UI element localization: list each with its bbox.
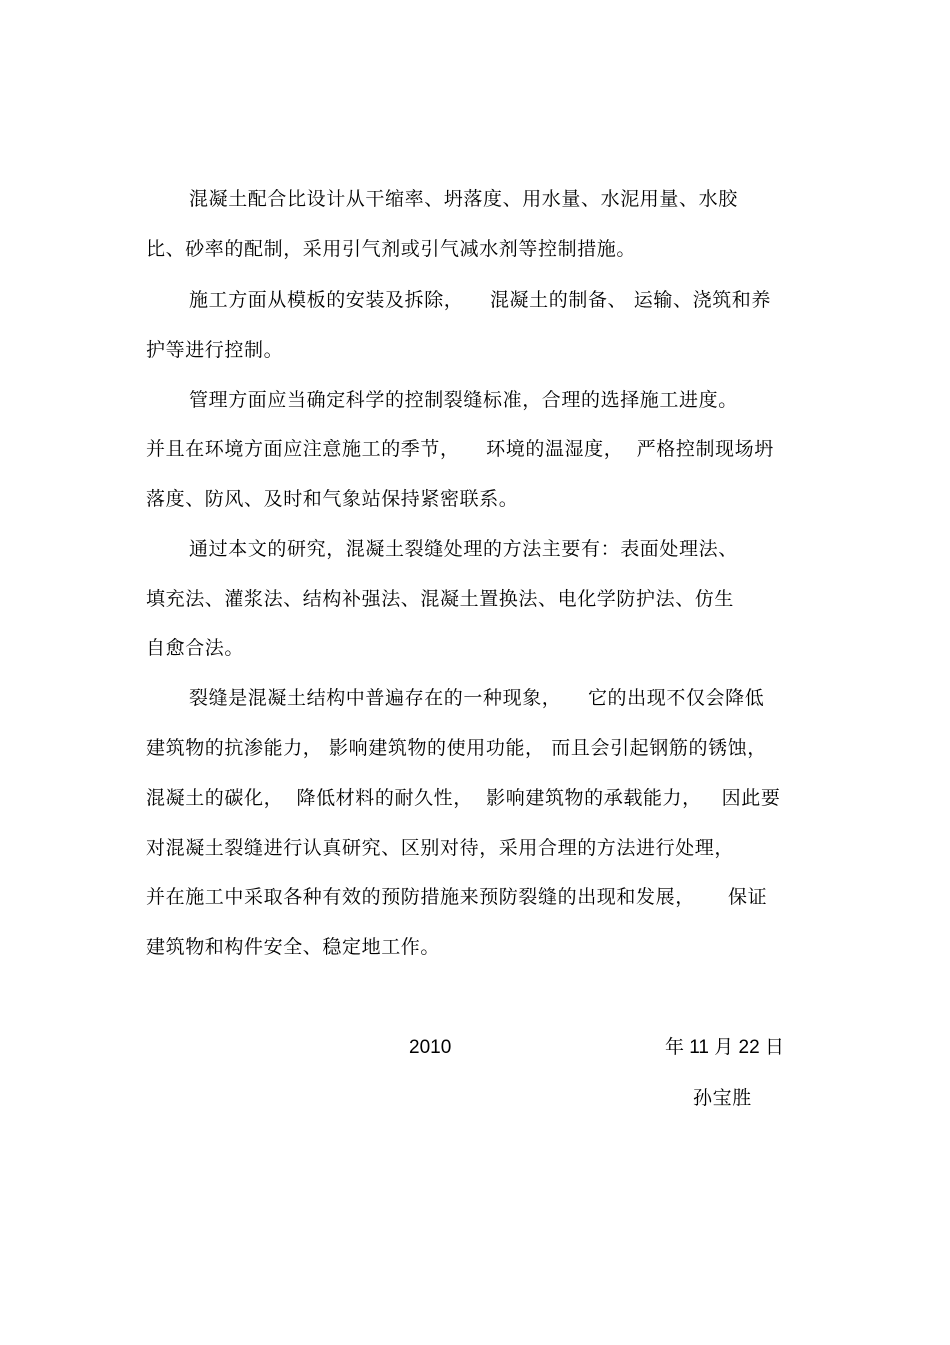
paragraph-5-line-3: 混凝土的碳化， 降低材料的耐久性， 影响建筑物的承载能力， 因此要 <box>146 787 781 809</box>
paragraph-2-line-1: 施工方面从模板的安装及拆除， 混凝土的制备、 运输、浇筑和养 <box>189 289 771 311</box>
author-signature: 孙宝胜 <box>693 1087 752 1109</box>
paragraph-2-line-2: 护等进行控制。 <box>146 339 284 361</box>
paragraph-3-line-2: 并且在环境方面应注意施工的季节， 环境的温湿度， 严格控制现场坍 <box>146 438 774 460</box>
paragraph-3-line-1: 管理方面应当确定科学的控制裂缝标准，合理的选择施工进度。 <box>189 389 738 411</box>
paragraph-4-line-2: 填充法、灌浆法、结构补强法、混凝土置换法、电化学防护法、仿生 <box>146 588 735 610</box>
paragraph-4-line-3: 自愈合法。 <box>146 637 245 659</box>
paragraph-5-line-1: 裂缝是混凝土结构中普遍存在的一种现象， 它的出现不仅会降低 <box>189 687 765 709</box>
paragraph-4-line-1: 通过本文的研究，混凝土裂缝处理的方法主要有：表面处理法、 <box>189 538 738 560</box>
date-year: 2010 <box>409 1037 452 1058</box>
paragraph-5-line-4: 对混凝土裂缝进行认真研究、区别对待，采用合理的方法进行处理， <box>146 837 735 859</box>
paragraph-5-line-6: 建筑物和构件安全、稳定地工作。 <box>146 936 441 958</box>
paragraph-5-line-5: 并在施工中采取各种有效的预防措施来预防裂缝的出现和发展， 保证 <box>146 886 768 908</box>
date-month-day: 年 11 月 22 日 <box>665 1037 784 1058</box>
paragraph-5-line-2: 建筑物的抗渗能力， 影响建筑物的使用功能， 而且会引起钢筋的锈蚀， <box>146 737 767 759</box>
paragraph-1-line-1: 混凝土配合比设计从干缩率、坍落度、用水量、水泥用量、水胶 <box>189 188 738 210</box>
paragraph-1-line-2: 比、砂率的配制，采用引气剂或引气减水剂等控制措施。 <box>146 238 637 260</box>
paragraph-3-line-3: 落度、防风、及时和气象站保持紧密联系。 <box>146 488 519 510</box>
